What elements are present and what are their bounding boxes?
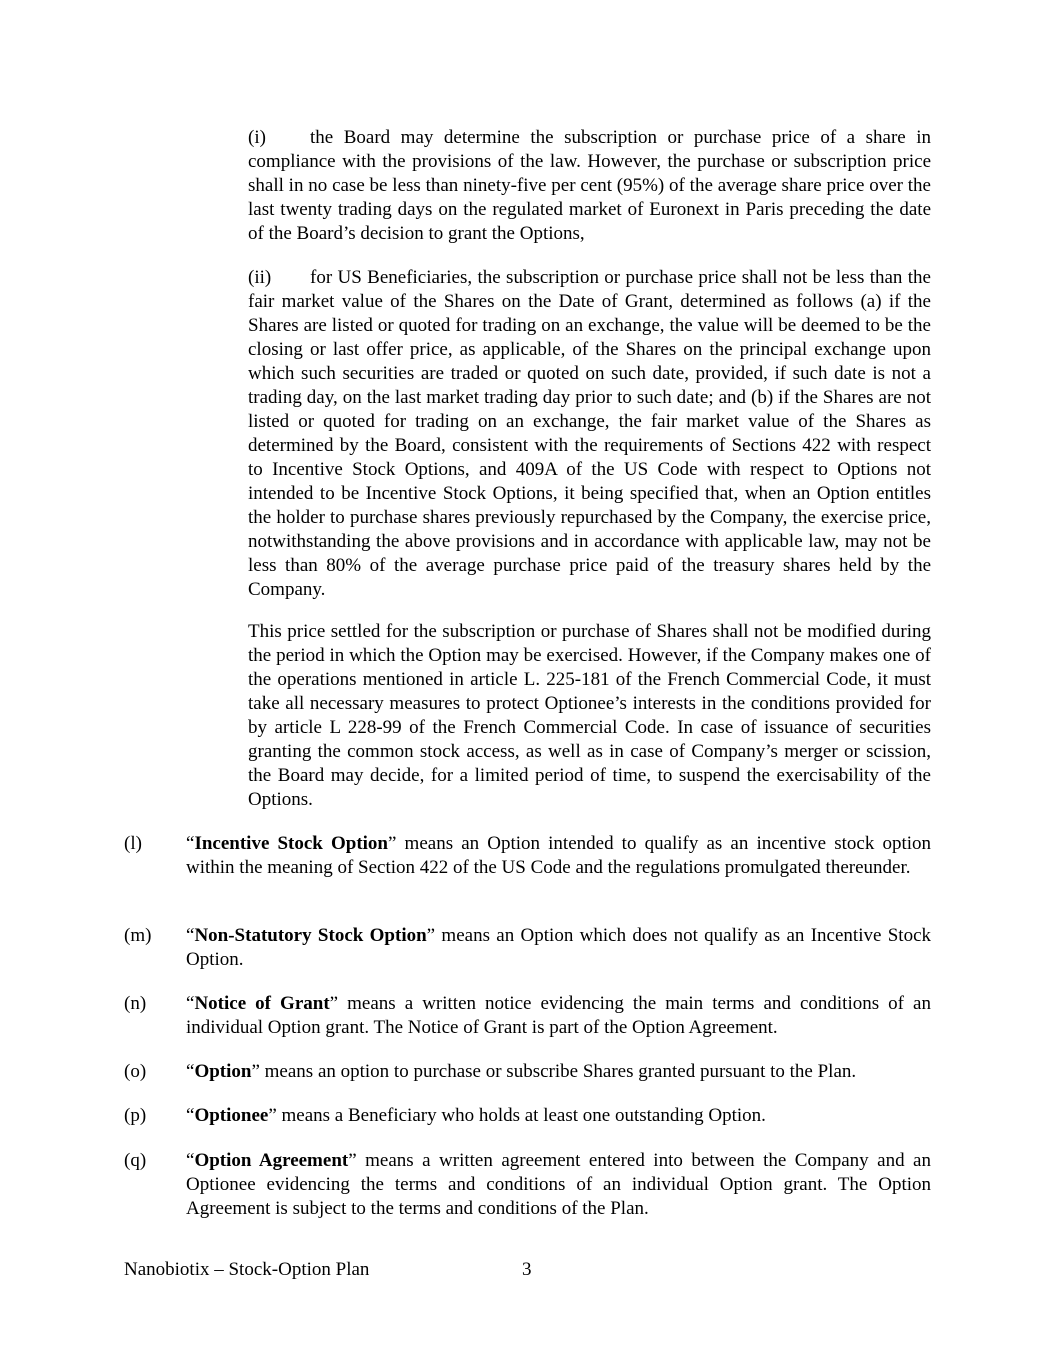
definition-text: ” means a written notice evidencing the main terms and conditions of an individual Option grant. The Notice of Grant is part of the Option Agreement. bbox=[186, 993, 931, 1038]
definition-label: (o) bbox=[124, 1061, 147, 1082]
definition-notice-of-grant bbox=[124, 992, 931, 1040]
definition-text: ” means an Option intended to qualify as an incentive stock option within the meaning of Section 422 of the US Code and the regulations promulgated thereunder. bbox=[186, 833, 931, 878]
definition-term: Notice of Grant bbox=[194, 993, 330, 1014]
definition-incentive-stock-option bbox=[124, 832, 931, 880]
definition-label: (p) bbox=[124, 1105, 147, 1126]
subclause-text: the Board may determine the subscription or purchase price of a share in compliance with the provisions of the law. However, the purchase or subscription price shall in no case be less than ninety-five per cent (95%) of the average share price over the last twenty trading days on the regulated market of Euronext in Paris preceding the date of the Board’s decision to grant the Options, bbox=[248, 127, 931, 244]
definition-body bbox=[186, 924, 931, 972]
definition-text: ” means a Beneficiary who holds at least one outstanding Option. bbox=[268, 1105, 766, 1126]
subclause-number: (ii) bbox=[248, 267, 272, 288]
definition-label: (m) bbox=[124, 925, 152, 946]
definition-text: ” means an Option which does not qualify as an Incentive Stock Option. bbox=[186, 925, 932, 970]
subclause-text: for US Beneficiaries, the subscription or purchase price shall not be less than the fair market value of the Shares on the Date of Grant, determined as follows (a) if the Shares are listed or quoted for trading on an exchange, the value will be deemed to be the closing or last offer price, as applicable, of the Shares on the principal exchange upon which such securities are traded or quoted on such date, provided, if such date is not a trading day, on the last market trading day prior to such date; and (b) if the Shares are not listed or quoted for trading on an exchange, the fair market value of the Shares as determined by the Board, consistent with the requirements of Sections 422 with respect to Incentive Stock Options, and 409A of the US Code with respect to Options not intended to be Incentive Stock Options, it being specified that, when an Option entitles the holder to purchase shares previously repurchased by the Company, the exercise price, notwithstanding the above provisions and in accordance with applicable law, may not be less than 80% of the average purchase price paid of the treasury shares held by the Company. bbox=[248, 267, 931, 600]
open-quote: “ bbox=[186, 993, 195, 1014]
definition-body bbox=[186, 1149, 931, 1221]
price-paragraph: This price settled for the subscription or purchase of Shares shall not be modified during the period in which the Option may be exercised. However, if the Company makes one of the operations mentioned in article L. 225-181 of the French Commercial Code, it must take all necessary measures to protect Optionee’s interests in the conditions provided for by article L 228-99 of the French Commercial Code. In case of issuance of securities granting the common stock access, as well as in case of Company’s merger or scission, the Board may decide, for a limited period of time, to suspend the exercisability of the Options. bbox=[248, 621, 931, 810]
subclause-ii bbox=[248, 266, 931, 602]
definition-body bbox=[186, 992, 931, 1040]
definition-body bbox=[186, 1104, 931, 1128]
open-quote: “ bbox=[186, 1061, 195, 1082]
definition-option-agreement bbox=[124, 1149, 931, 1221]
subclause-number: (i) bbox=[248, 127, 266, 148]
definition-term: Non-Statutory Stock Option bbox=[194, 925, 427, 946]
definition-label: (q) bbox=[124, 1150, 147, 1171]
definition-term: Incentive Stock Option bbox=[194, 833, 389, 854]
definition-option bbox=[124, 1060, 931, 1084]
open-quote: “ bbox=[186, 1150, 195, 1171]
definition-term: Option bbox=[194, 1061, 252, 1082]
definition-label: (n) bbox=[124, 993, 147, 1014]
open-quote: “ bbox=[186, 1105, 195, 1126]
page-number: 3 bbox=[522, 1259, 532, 1280]
footer-title: Nanobiotix – Stock-Option Plan bbox=[124, 1259, 370, 1280]
definition-non-statutory-stock-option bbox=[124, 924, 931, 972]
definition-text: ” means a written agreement entered into between the Company and an Optionee evidencing the terms and conditions of an individual Option grant. The Option Agreement is subject to the terms and conditions of the Plan. bbox=[186, 1150, 931, 1219]
open-quote: “ bbox=[186, 833, 195, 854]
definition-text: ” means an option to purchase or subscribe Shares granted pursuant to the Plan. bbox=[251, 1061, 857, 1082]
open-quote: “ bbox=[186, 925, 195, 946]
definition-body bbox=[186, 1060, 931, 1084]
subclause-i bbox=[248, 126, 931, 246]
definition-optionee bbox=[124, 1104, 931, 1128]
definition-label: (l) bbox=[124, 833, 142, 854]
definition-body bbox=[186, 832, 931, 880]
definition-term: Optionee bbox=[194, 1105, 269, 1126]
definition-term: Option Agreement bbox=[194, 1150, 349, 1171]
